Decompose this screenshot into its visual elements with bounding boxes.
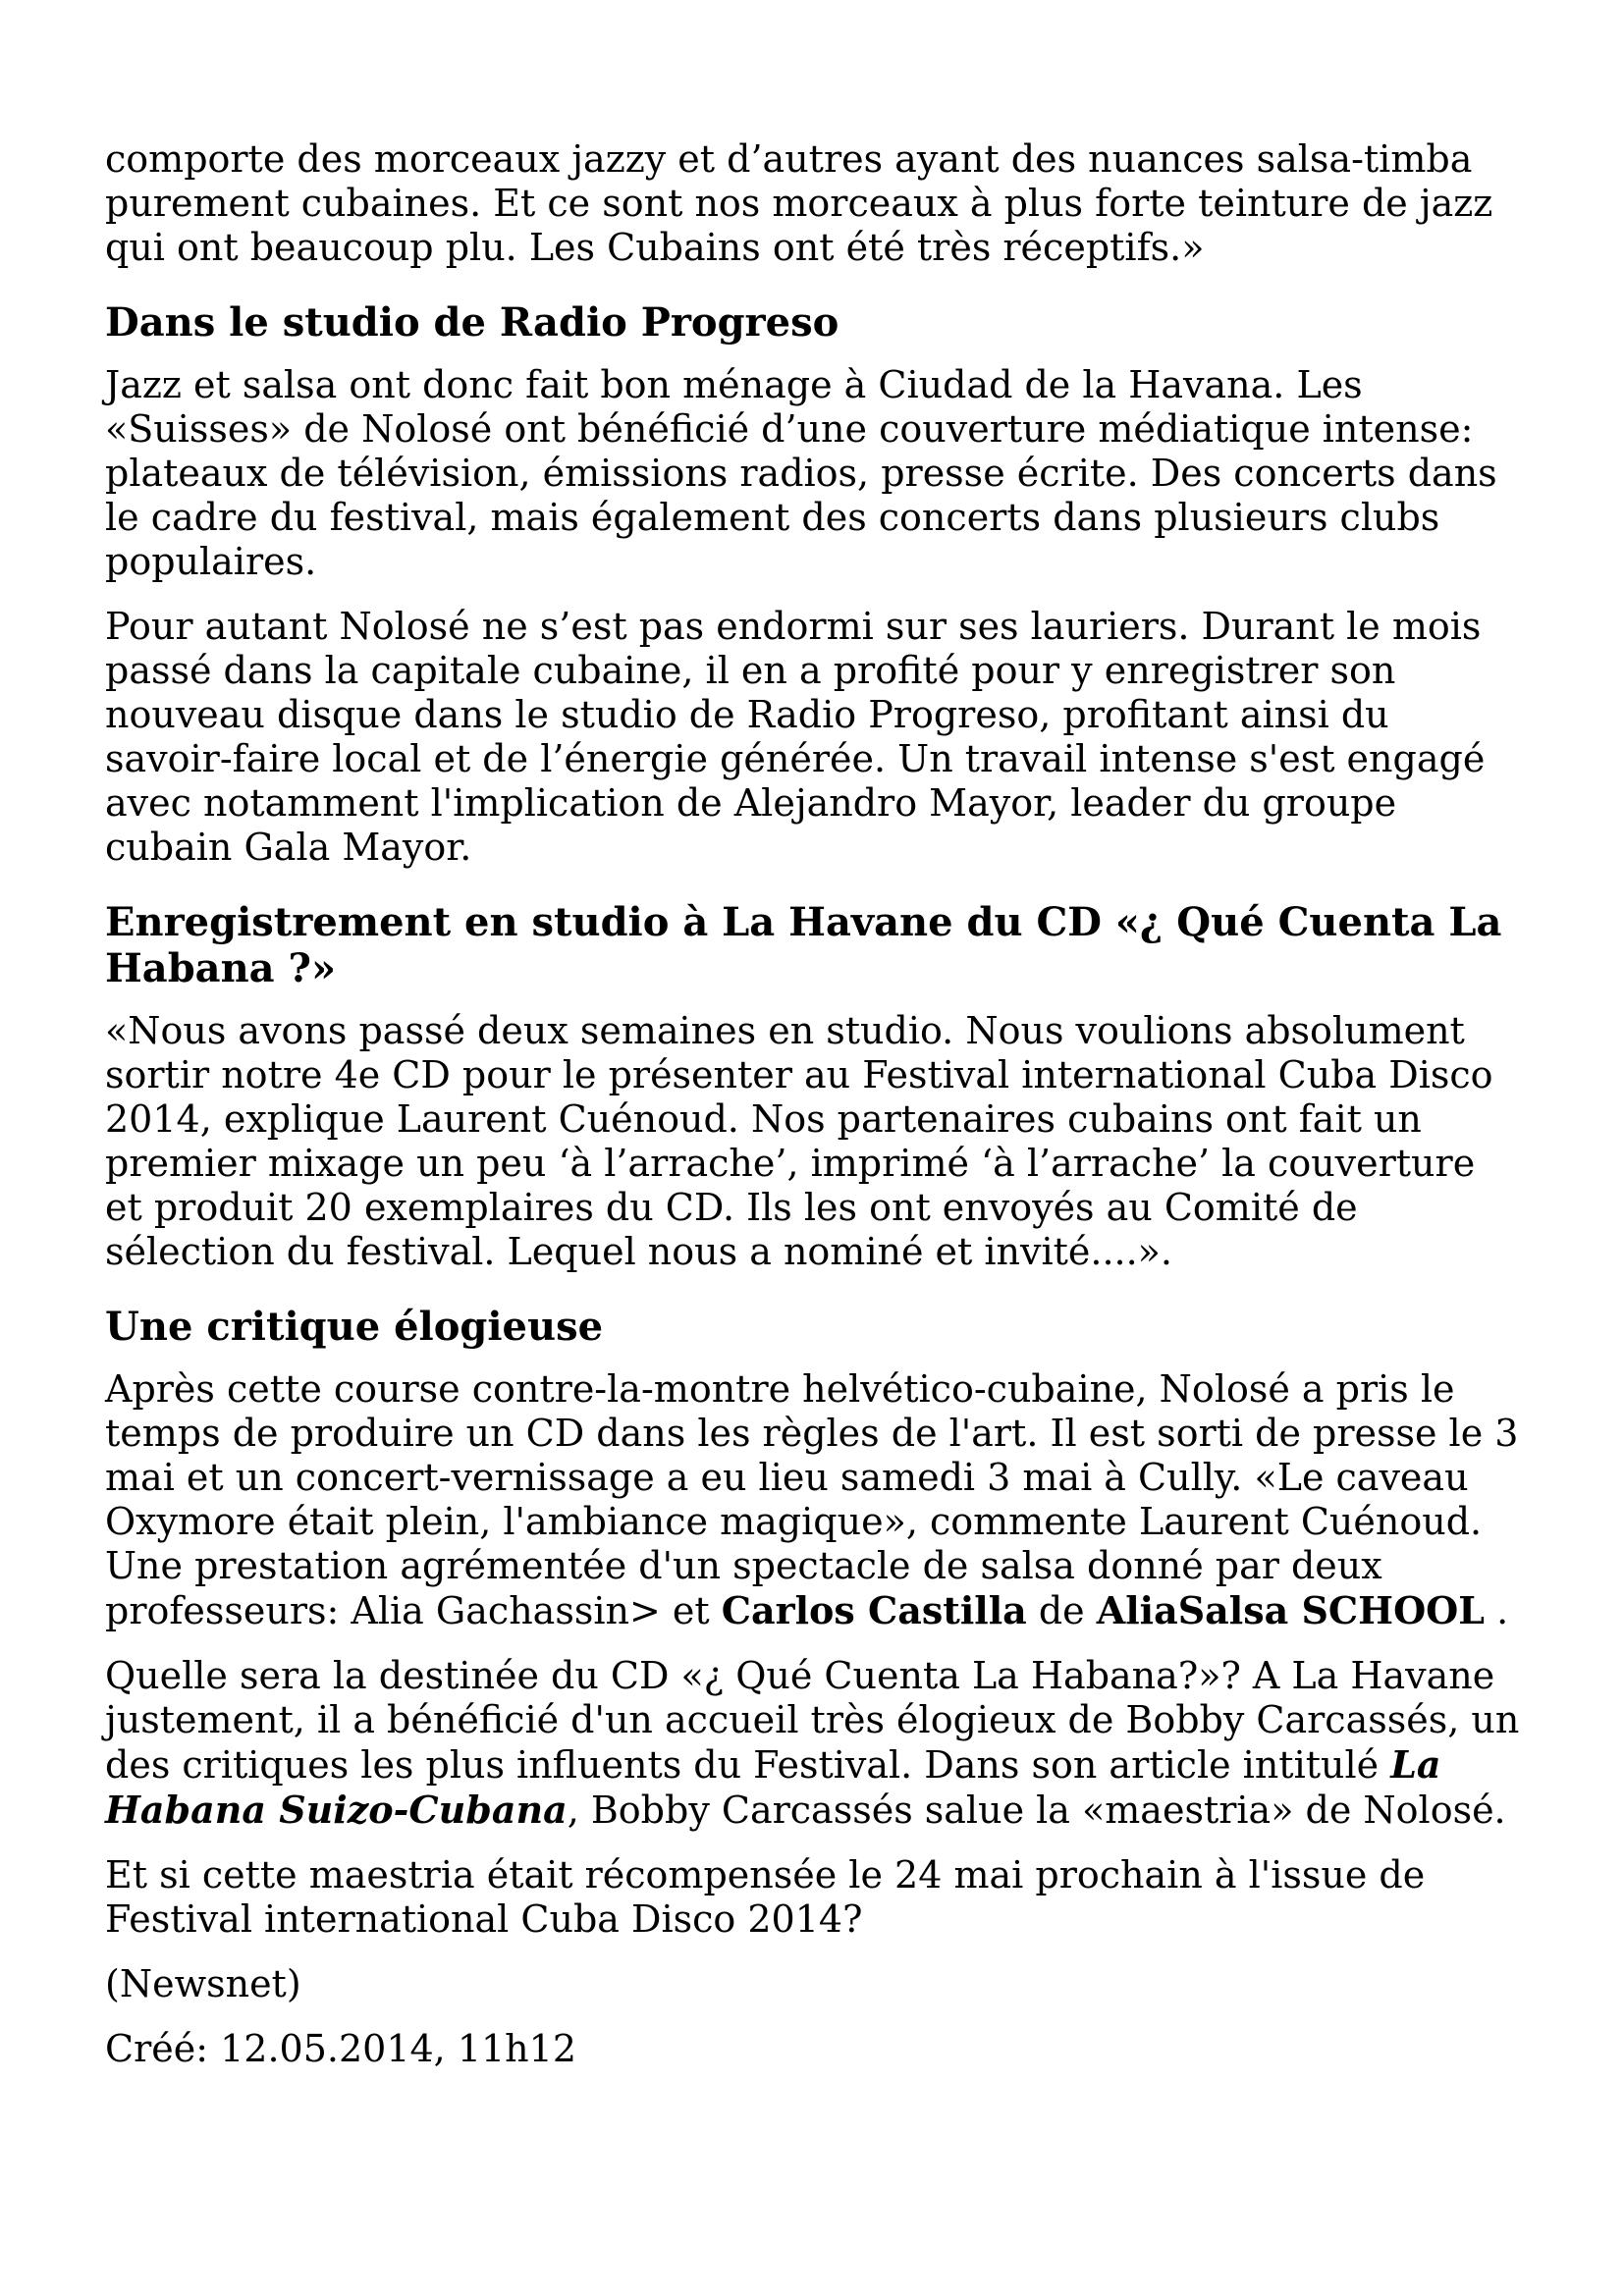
paragraph-maestria: Et si cette maestria était récompensée le 24 mai prochain à l'issue de Festival international Cuba Disco 2014? (105, 1853, 1426, 1941)
heading-critique-elogieuse: Une critique élogieuse (105, 1304, 604, 1350)
paragraph-studio-quote: «Nous avons passé deux semaines en studio. Nous voulions absolument sortir notre 4e CD pour le présenter au Festival international Cuba Disco 2014, explique Laurent Cuénoud. Nos partenaires cubains ont fait un premier mixage un peu ‘à l’arrache’, imprimé ‘à l’arrache’ la couverture et produit 20 exemplaires du CD. Ils les ont envoyés au Comité de sélection du festival. Lequel nous a nominé et invité....». (105, 1009, 1493, 1273)
paragraph-critique-lead: Après cette course contre-la-montre helvético-cubaine, Nolosé a pris le temps de produire un CD dans les règles de l'art. Il est sorti de presse le 3 mai et un concert-vernissage a eu lieu samedi 3 mai à Cully. «Le caveau Oxymore était plein, l'ambiance magique», commente Laurent Cuénoud. Une prestation agrémentée d'un spectacle de salsa donné par deux professeurs: Alia Gachassin> et (105, 1367, 1519, 1632)
paragraph-destinee (105, 1654, 1521, 1833)
paragraph-destinee-lead: Quelle sera la destinée du CD «¿ Qué Cuenta La Habana?»? A La Havane justement, il a bénéficié d'un accueil très élogieux de Bobby Carcassés, un des critiques les plus influents du Festival. Dans son article intitulé (105, 1654, 1520, 1787)
article-body (105, 137, 1521, 2092)
org-name-aliasalsa-school: AliaSalsa SCHOOL (1096, 1588, 1485, 1632)
paragraph-jazz-salsa: Jazz et salsa ont donc fait bon ménage à Ciudad de la Havana. Les «Suisses» de Nolosé ont bénéficié d’une couverture médiatique intense: plateaux de télévision, émissions radios, presse écrite. Des concerts dans le cadre du festival, mais également des concerts dans plusieurs clubs populaires. (105, 363, 1497, 583)
paragraph-critique-tail: . (1485, 1589, 1509, 1632)
paragraph-intro: comporte des morceaux jazzy et d’autres ayant des nuances salsa-timba purement cubaines. Et ce sont nos morceaux à plus forte teinture de jazz qui ont beaucoup plu. Les Cubains ont été très réceptifs.» (105, 137, 1493, 269)
person-name-carlos-castilla: Carlos Castilla (721, 1588, 1027, 1632)
paragraph-destinee-tail: , Bobby Carcassés salue la «maestria» de Nolosé. (567, 1789, 1506, 1832)
created-timestamp: Créé: 12.05.2014, 11h12 (105, 2027, 577, 2070)
heading-enregistrement-cd: Enregistrement en studio à La Havane du CD «¿ Qué Cuenta La Habana ?» (105, 899, 1502, 991)
paragraph-lauriers: Pour autant Nolosé ne s’est pas endormi sur ses lauriers. Durant le mois passé dans la capitale cubaine, il en a profité pour y enregistrer son nouveau disque dans le studio de Radio Progreso, profitant ainsi du savoir-faire local et de l’énergie générée. Un travail intense s'est engagé avec notamment l'implication de Alejandro Mayor, leader du groupe cubain Gala Mayor. (105, 605, 1486, 869)
source-credit: (Newsnet) (105, 1962, 301, 2005)
paragraph-critique (105, 1367, 1521, 1633)
article-title-la-habana-suizo-cubana: La Habana Suizo-Cubana (105, 1742, 1441, 1832)
paragraph-critique-mid: de (1026, 1589, 1097, 1632)
heading-studio-radio-progreso: Dans le studio de Radio Progreso (105, 299, 839, 346)
